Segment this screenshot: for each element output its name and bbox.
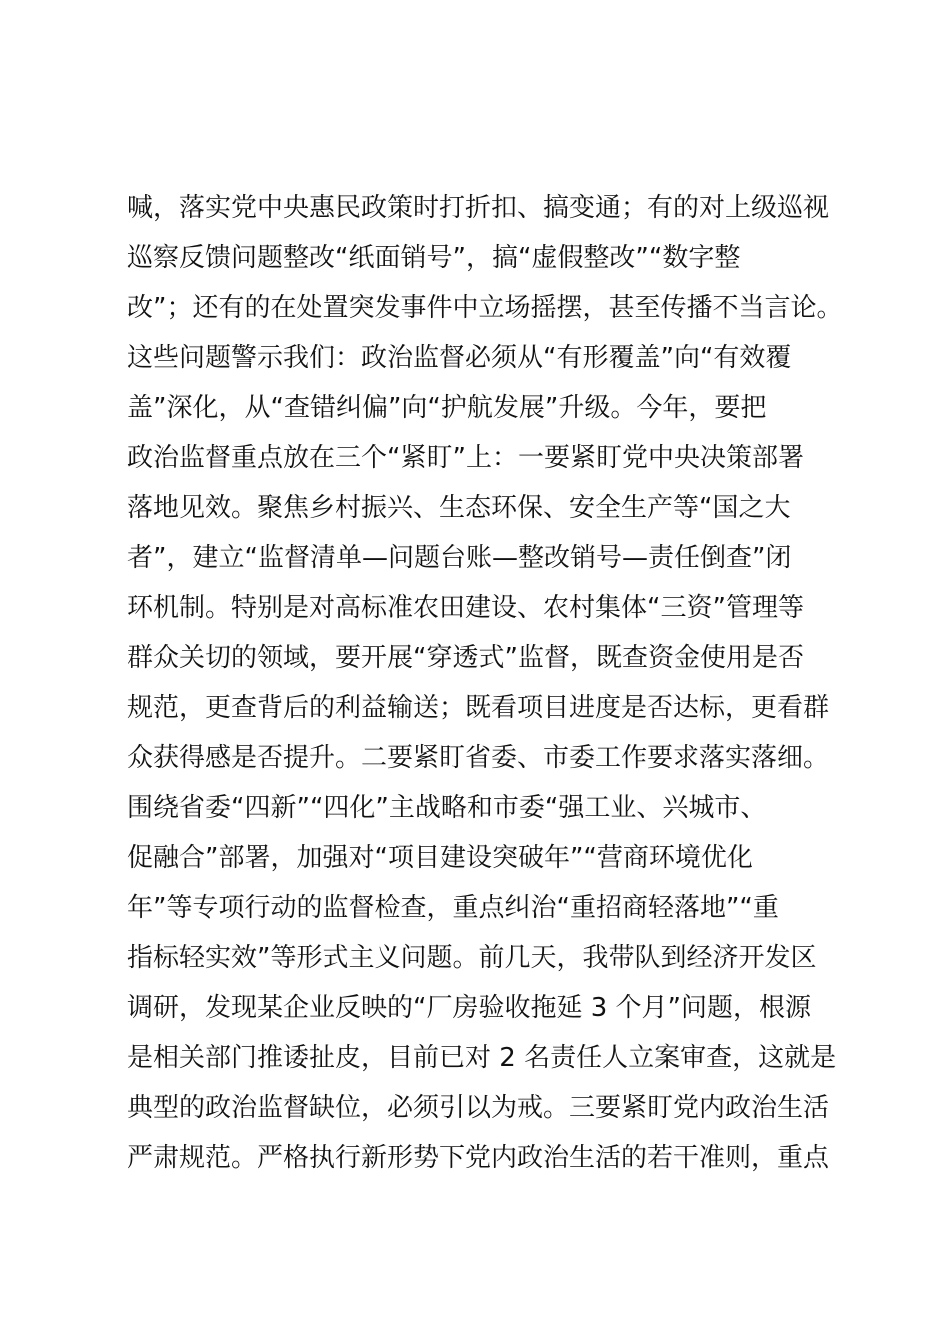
text-line: 围绕省委“四新”“四化”主战略和市委“强工业、兴城市、 [127,793,767,823]
text-line: 政治监督重点放在三个“紧盯”上：一要紧盯党中央决策部署 [127,443,804,473]
text-line: 众获得感是否提升。二要紧盯省委、市委工作要求落实落细。 [127,743,830,773]
text-line: 规范，更查背后的利益输送；既看项目进度是否达标，更看群 [127,693,830,723]
text-line: 盖”深化，从“查错纠偏”向“护航发展”升级。今年，要把 [127,393,767,423]
text-line: 典型的政治监督缺位，必须引以为戒。三要紧盯党内政治生活 [127,1093,830,1123]
text-line: 者”，建立“监督清单—问题台账—整改销号—责任倒查”闭 [127,543,792,573]
text-line: 巡察反馈问题整改“纸面销号”，搞“虚假整改”“数字整 [127,243,741,273]
text-line: 指标轻实效”等形式主义问题。前几天，我带队到经济开发区 [127,943,817,973]
text-line: 落地见效。聚焦乡村振兴、生态环保、安全生产等“国之大 [127,493,791,523]
text-line: 群众关切的领域，要开展“穿透式”监督，既查资金使用是否 [127,643,804,673]
text-line: 促融合”部署，加强对“项目建设突破年”“营商环境优化 [127,843,753,873]
text-line: 这些问题警示我们：政治监督必须从“有形覆盖”向“有效覆 [127,343,792,373]
text-line: 环机制。特别是对高标准农田建设、农村集体“三资”管理等 [127,593,804,623]
text-line: 喊，落实党中央惠民政策时打折扣、搞变通；有的对上级巡视 [127,193,830,223]
text-line: 是相关部门推诿扯皮，目前已对 2 名责任人立案审查，这就是 [127,1043,837,1073]
text-line: 改”；还有的在处置突发事件中立场摇摆，甚至传播不当言论。 [127,293,843,323]
text-line: 严肃规范。严格执行新形势下党内政治生活的若干准则，重点 [127,1143,830,1173]
body-paragraph [127,183,847,1183]
text-line: 调研，发现某企业反映的“厂房验收拖延 3 个月”问题，根源 [127,993,812,1023]
text-line: 年”等专项行动的监督检查，重点纠治“重招商轻落地”“重 [127,893,779,923]
